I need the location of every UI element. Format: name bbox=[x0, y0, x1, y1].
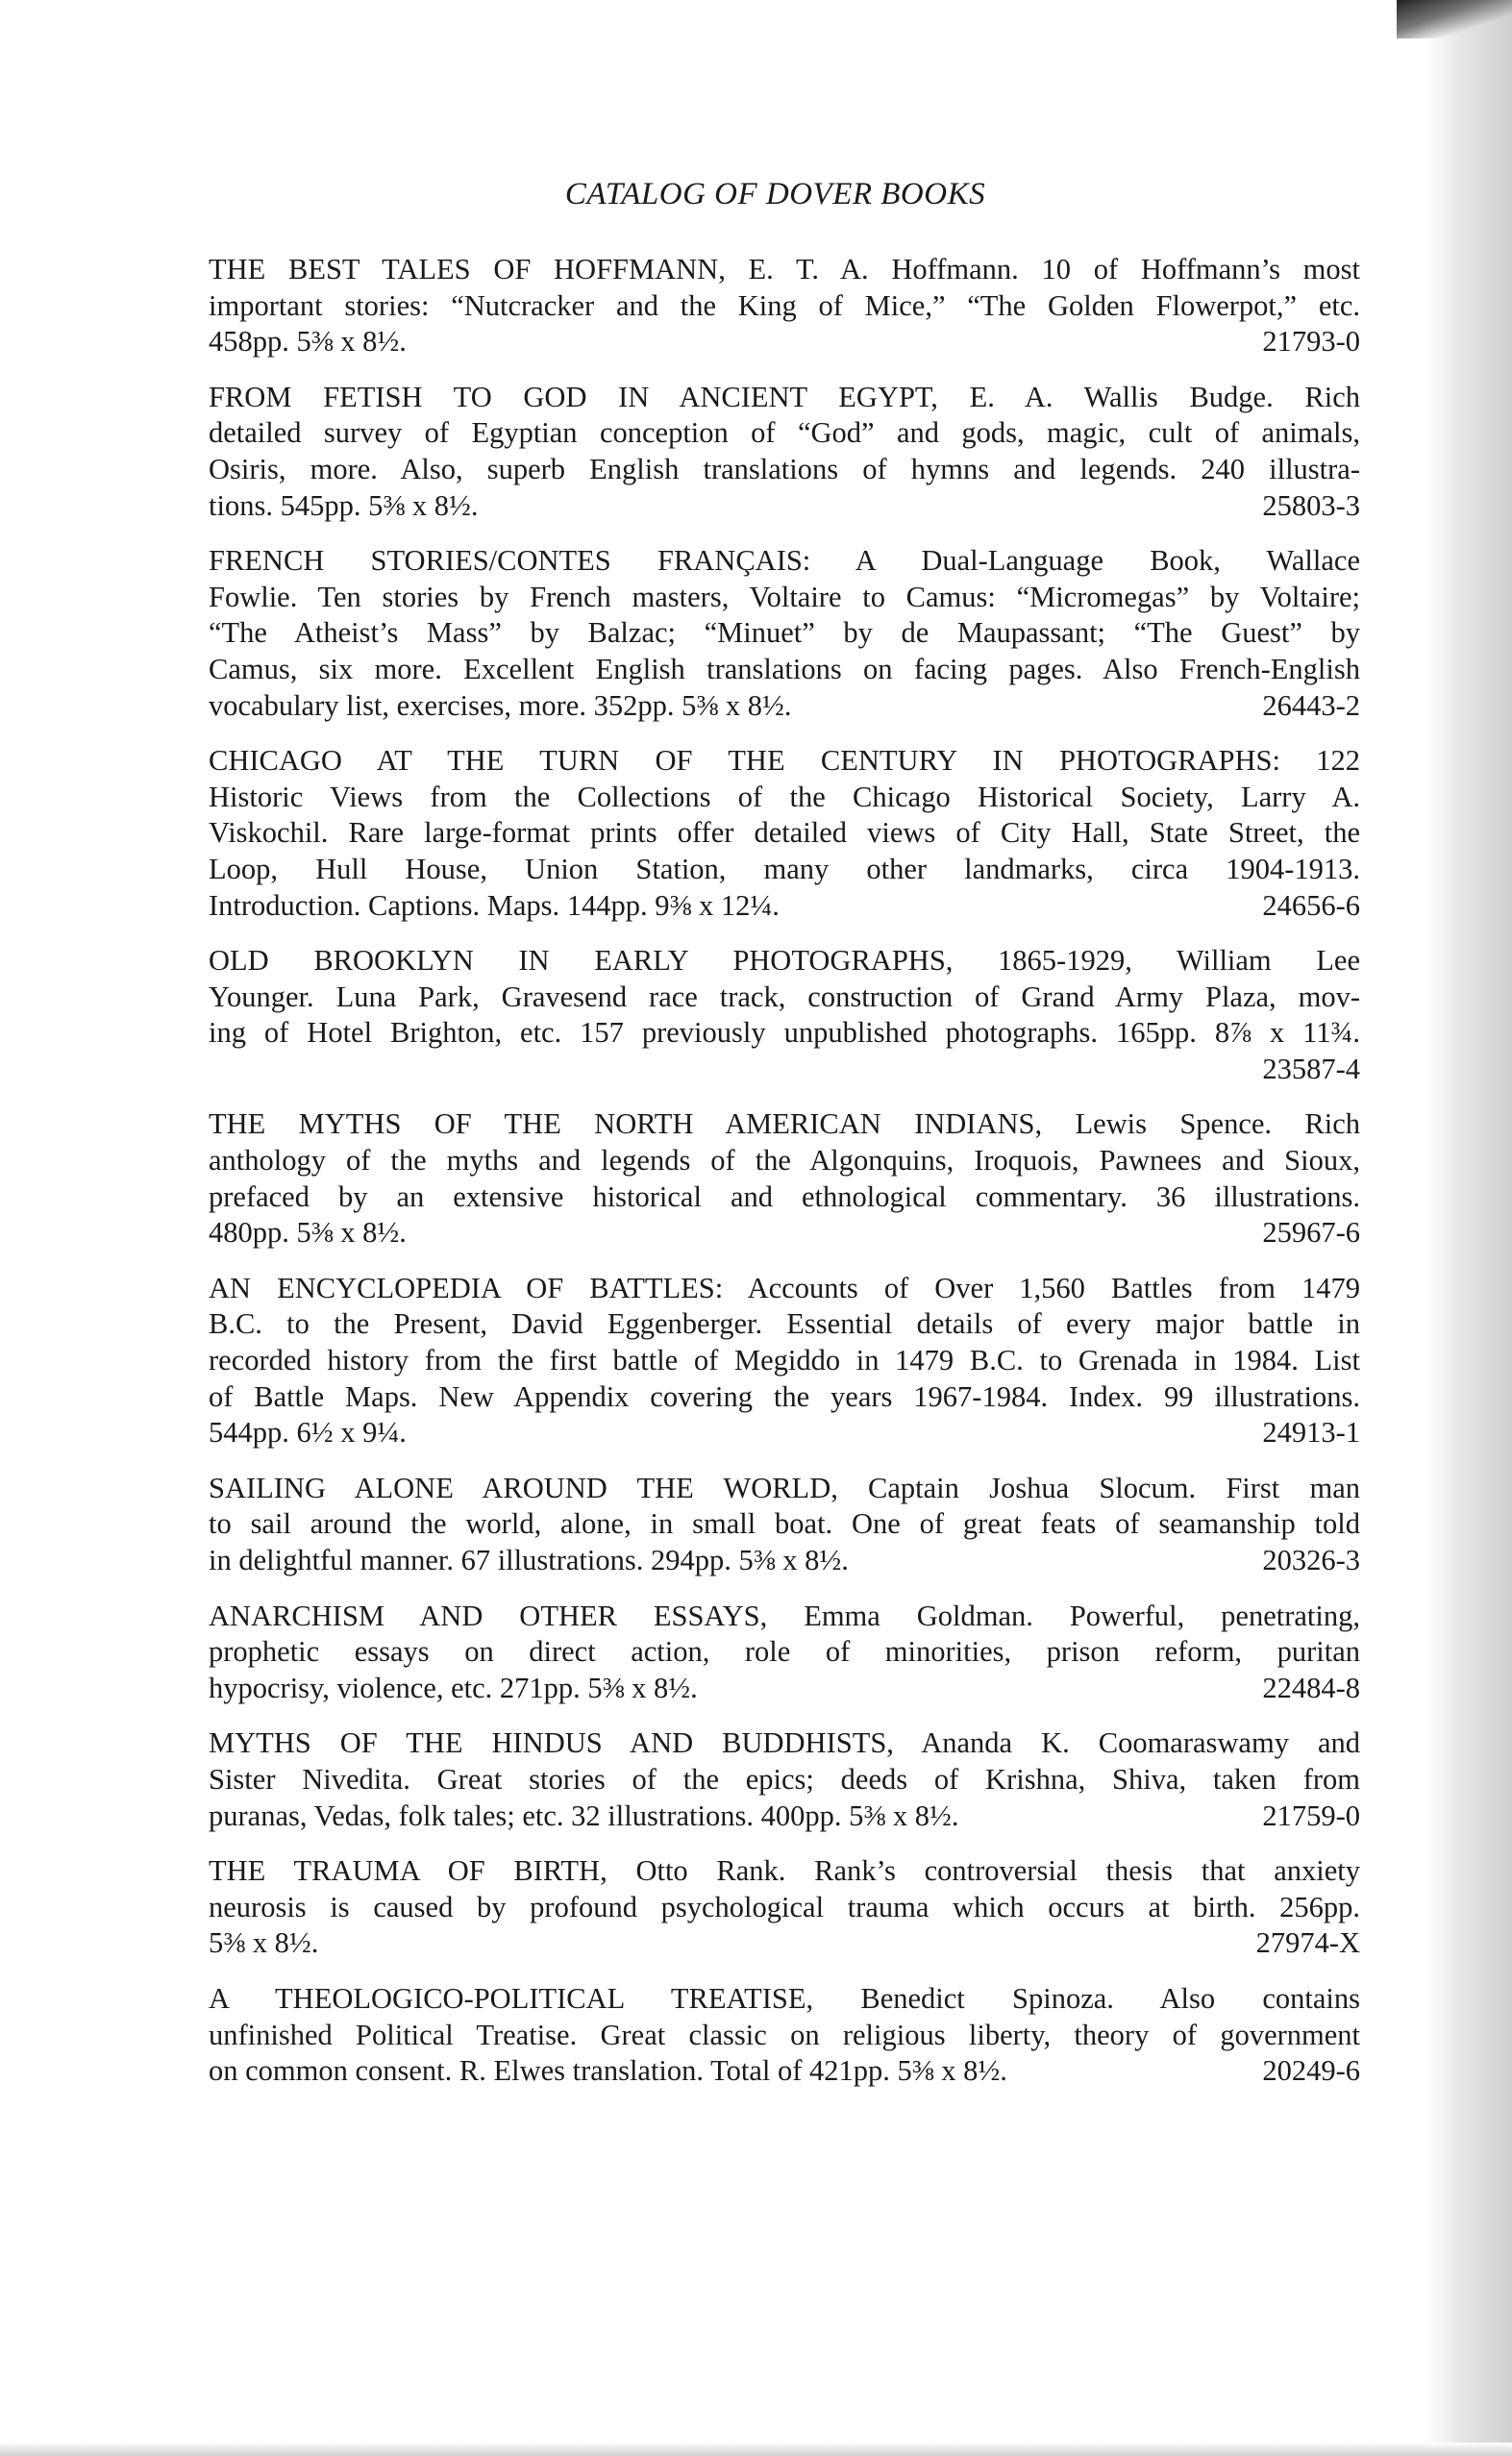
catalog-entry bbox=[209, 543, 1360, 724]
entry-specs: 544pp. 6½ x 9¼. bbox=[209, 1416, 407, 1450]
entry-specs: 458pp. 5⅜ x 8½. bbox=[209, 325, 407, 359]
entry-code: 27974-X bbox=[1255, 1926, 1360, 1960]
entry-code: 21759-0 bbox=[1262, 1799, 1360, 1832]
catalog-entry bbox=[209, 743, 1360, 924]
catalog-entry bbox=[209, 1599, 1360, 1707]
entry-code: 23587-4 bbox=[1262, 1052, 1360, 1085]
entry-line: ing of Hotel Brighton, etc. 157 previously unpublished photographs. 165pp. 8⅞ x 11¾. bbox=[209, 1016, 1360, 1050]
entry-specs: puranas, Vedas, folk tales; etc. 32 illustrations. 400pp. 5⅜ x 8½. bbox=[209, 1799, 959, 1832]
entry-line: Loop, Hull House, Union Station, many other landmarks, circa 1904-1913. bbox=[209, 852, 1360, 885]
scan-bottom-edge bbox=[0, 2443, 1512, 2456]
entry-specs: tions. 545pp. 5⅜ x 8½. bbox=[209, 488, 479, 522]
entry-line: A THEOLOGICO-POLITICAL TREATISE, Benedict Spinoza. Also contains bbox=[209, 1981, 1360, 2015]
entry-line: OLD BROOKLYN IN EARLY PHOTOGRAPHS, 1865-1929, William Lee bbox=[209, 944, 1360, 978]
entry-line: of Battle Maps. New Appendix covering the years 1967-1984. Index. 99 illustrations. bbox=[209, 1379, 1360, 1413]
scan-page-edge bbox=[1425, 0, 1512, 2456]
entry-code: 24656-6 bbox=[1262, 888, 1360, 922]
entry-code: 22484-8 bbox=[1262, 1671, 1360, 1704]
entry-last-line bbox=[209, 1415, 1360, 1451]
entry-last-line bbox=[209, 2053, 1360, 2090]
catalog-entry bbox=[209, 1981, 1360, 2090]
entry-last-line bbox=[209, 1052, 1360, 1088]
entry-line: CHICAGO AT THE TURN OF THE CENTURY IN PHOTOGRAPHS: 122 bbox=[209, 744, 1360, 778]
entry-last-line bbox=[209, 1543, 1360, 1579]
catalog-entry bbox=[209, 1853, 1360, 1962]
entry-line: detailed survey of Egyptian conception of “God” and gods, magic, cult of animals, bbox=[209, 416, 1360, 450]
catalog-entry bbox=[209, 1725, 1360, 1834]
entry-last-line bbox=[209, 1671, 1360, 1707]
entry-last-line bbox=[209, 1925, 1360, 1962]
catalog-entry bbox=[209, 380, 1360, 524]
entry-line: Sister Nivedita. Great stories of the epics; deeds of Krishna, Shiva, taken from bbox=[209, 1762, 1360, 1796]
entry-line: Osiris, more. Also, superb English translations of hymns and legends. 240 illustra- bbox=[209, 452, 1360, 485]
entry-line: ANARCHISM AND OTHER ESSAYS, Emma Goldman. Powerful, penetrating, bbox=[209, 1599, 1360, 1632]
entry-line: recorded history from the first battle of Megiddo in 1479 B.C. to Grenada in 1984. List bbox=[209, 1344, 1360, 1377]
entry-line: SAILING ALONE AROUND THE WORLD, Captain Joshua Slocum. First man bbox=[209, 1471, 1360, 1504]
entry-code: 20326-3 bbox=[1262, 1544, 1360, 1576]
entry-code: 21793-0 bbox=[1262, 325, 1360, 359]
entry-line: Camus, six more. Excellent English translations on facing pages. Also French-English bbox=[209, 652, 1360, 685]
entry-specs: 5⅜ x 8½. bbox=[209, 1926, 319, 1960]
entry-code: 24913-1 bbox=[1262, 1416, 1360, 1450]
entry-line: THE TRAUMA OF BIRTH, Otto Rank. Rank’s controversial thesis that anxiety bbox=[209, 1854, 1360, 1888]
catalog-entry bbox=[209, 1271, 1360, 1451]
entry-line: neurosis is caused by profound psychological trauma which occurs at birth. 256pp. bbox=[209, 1890, 1360, 1923]
entry-last-line bbox=[209, 1799, 1360, 1835]
entry-line: FROM FETISH TO GOD IN ANCIENT EGYPT, E. A. Wallis Budge. Rich bbox=[209, 380, 1360, 413]
entry-line: prophetic essays on direct action, role of minorities, prison reform, puritan bbox=[209, 1635, 1360, 1669]
entry-line: THE BEST TALES OF HOFFMANN, E. T. A. Hoffmann. 10 of Hoffmann’s most bbox=[209, 253, 1360, 285]
scan-corner-shadow bbox=[1397, 0, 1512, 38]
entry-specs: on common consent. R. Elwes translation. Total of 421pp. 5⅜ x 8½. bbox=[209, 2054, 1007, 2088]
catalog-entry bbox=[209, 943, 1360, 1087]
entry-code: 26443-2 bbox=[1262, 688, 1360, 722]
catalog-entry bbox=[209, 252, 1360, 360]
entry-line: Viskochil. Rare large-format prints offer detailed views of City Hall, State Street, the bbox=[209, 816, 1360, 850]
entry-code: 20249-6 bbox=[1262, 2054, 1360, 2088]
entry-line: FRENCH STORIES/CONTES FRANÇAIS: A Dual-Language Book, Wallace bbox=[209, 544, 1360, 578]
entry-line: important stories: “Nutcracker and the King of Mice,” “The Golden Flowerpot,” etc. bbox=[209, 288, 1360, 322]
entry-specs: Introduction. Captions. Maps. 144pp. 9⅜ x 12¼. bbox=[209, 888, 780, 922]
entry-specs: 480pp. 5⅜ x 8½. bbox=[209, 1216, 407, 1250]
entry-last-line bbox=[209, 488, 1360, 525]
entry-line: B.C. to the Present, David Eggenberger. Essential details of every major battle in bbox=[209, 1307, 1360, 1341]
entry-code: 25967-6 bbox=[1262, 1216, 1360, 1250]
entry-line: Younger. Luna Park, Gravesend race track, construction of Grand Army Plaza, mov- bbox=[209, 980, 1360, 1013]
entry-line: THE MYTHS OF THE NORTH AMERICAN INDIANS, Lewis Spence. Rich bbox=[209, 1107, 1360, 1141]
entry-line: Fowlie. Ten stories by French masters, Voltaire to Camus: “Micromegas” by Voltaire; bbox=[209, 580, 1360, 613]
page-title: CATALOG OF DOVER BOOKS bbox=[564, 177, 986, 211]
entry-line: “The Atheist’s Mass” by Balzac; “Minuet” by de Maupassant; “The Guest” by bbox=[209, 616, 1360, 650]
entry-line: MYTHS OF THE HINDUS AND BUDDHISTS, Ananda K. Coomaraswamy and bbox=[209, 1726, 1360, 1760]
entry-line: Historic Views from the Collections of the Chicago Historical Society, Larry A. bbox=[209, 780, 1360, 813]
entry-code: 25803-3 bbox=[1262, 488, 1360, 522]
entry-last-line bbox=[209, 324, 1360, 360]
entry-last-line bbox=[209, 888, 1360, 925]
entry-line: AN ENCYCLOPEDIA OF BATTLES: Accounts of Over 1,560 Battles from 1479 bbox=[209, 1271, 1360, 1304]
entry-line: prefaced by an extensive historical and ethnological commentary. 36 illustrations. bbox=[209, 1179, 1360, 1213]
entry-last-line bbox=[209, 688, 1360, 725]
entry-specs: hypocrisy, violence, etc. 271pp. 5⅜ x 8½. bbox=[209, 1671, 698, 1704]
entry-line: to sail around the world, alone, in small boat. One of great feats of seamanship told bbox=[209, 1507, 1360, 1541]
catalog-entry bbox=[209, 1106, 1360, 1251]
entry-last-line bbox=[209, 1215, 1360, 1252]
entry-line: anthology of the myths and legends of the Algonquins, Iroquois, Pawnees and Sioux, bbox=[209, 1144, 1360, 1178]
entry-line: unfinished Political Treatise. Great classic on religious liberty, theory of government bbox=[209, 2018, 1360, 2051]
entry-specs: vocabulary list, exercises, more. 352pp. 5⅜ x 8½. bbox=[209, 688, 792, 722]
entry-specs: in delightful manner. 67 illustrations. 294pp. 5⅜ x 8½. bbox=[209, 1544, 849, 1576]
catalog-entry bbox=[209, 1471, 1360, 1579]
catalog-list bbox=[209, 252, 1360, 2109]
